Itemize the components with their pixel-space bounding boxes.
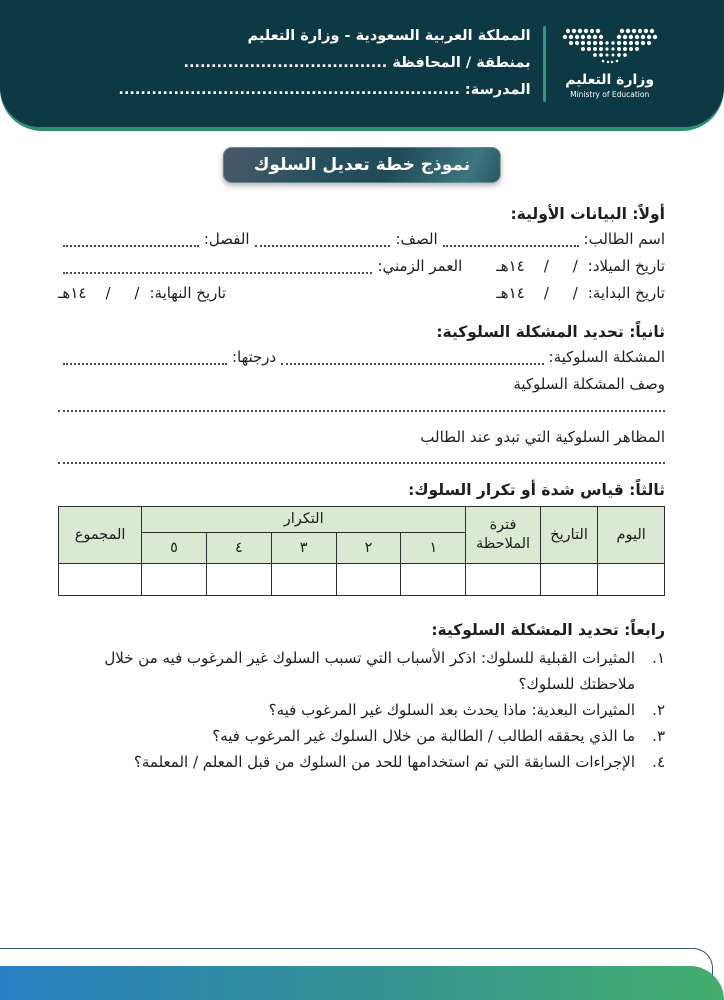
manifestations-blank-line (58, 462, 665, 464)
form-content (58, 196, 665, 775)
grade-label: الصف: (395, 230, 438, 248)
class-label: الفصل: (203, 230, 250, 248)
start-end-row (58, 280, 665, 307)
total-cell (59, 564, 142, 596)
col-day-header: اليوم (598, 507, 665, 564)
count-4-header: ٤ (206, 533, 271, 564)
end-date-label: تاريخ النهاية: (149, 284, 227, 302)
count-1-header: ١ (401, 533, 466, 564)
end-date-pair (58, 280, 226, 307)
day-cell (598, 564, 665, 596)
student-info-row (58, 226, 665, 253)
list-item (58, 697, 665, 723)
form-title-banner: نموذج خطة تعديل السلوك (223, 147, 501, 183)
student-name-label: اسم الطالب: (583, 230, 665, 248)
question-list (58, 645, 665, 775)
description-row (58, 371, 665, 398)
footer-gradient-bar (0, 966, 724, 1000)
count-5-header: ٥ (142, 533, 207, 564)
start-date-pair (496, 280, 665, 307)
header-group (118, 23, 661, 104)
start-date-label: تاريخ البداية: (587, 284, 665, 302)
count-2-cell (336, 564, 401, 596)
item-number: ٤. (652, 753, 665, 771)
observation-period-cell (466, 564, 541, 596)
end-date-slots: / / ١٤هـ (58, 284, 140, 302)
header-band (0, 0, 724, 127)
count-1-cell (401, 564, 466, 596)
section1-heading: أولاً: البيانات الأولية: (510, 205, 665, 223)
item-text: ما الذي يحققه الطالب / الطالبة من خلال السلوك غير المرغوب فيه؟ (212, 727, 635, 745)
item-text: المثيرات القبلية للسلوك: اذكر الأسباب التي تسبب السلوك غير المرغوب فيه من خلال ملاحظتك للسلوك؟ (104, 649, 635, 693)
birth-age-row (58, 253, 665, 280)
region-line: بمنطقة / المحافظة ..................................... (183, 55, 531, 71)
student-name-blank (443, 245, 579, 247)
col-date-header: التاريخ (540, 507, 598, 564)
manifestations-row (58, 424, 665, 451)
class-blank (63, 245, 199, 247)
ministry-logo-dots-icon (562, 28, 658, 70)
header-divider (543, 26, 546, 102)
section4-heading: رابعاً: تحديد المشكلة السلوكية: (431, 621, 665, 639)
item-number: ٢. (652, 701, 665, 719)
manifestations-label: المظاهر السلوكية التي تبدو عند الطالب (420, 428, 665, 446)
problem-degree-row (58, 344, 665, 371)
problem-label: المشكلة السلوكية: (548, 348, 665, 366)
school-line: المدرسة: .............................................................. (118, 82, 531, 98)
item-text: المثيرات البعدية: ماذا يحدث بعد السلوك غير المرغوب فيه؟ (268, 701, 635, 719)
col-observation-period-header: فترة الملاحظة (466, 507, 541, 564)
count-3-cell (271, 564, 336, 596)
date-cell (540, 564, 598, 596)
count-5-cell (142, 564, 207, 596)
age-label: العمر الزمني: (377, 257, 463, 275)
ministry-logo (558, 28, 662, 99)
description-label: وصف المشكلة السلوكية (513, 375, 665, 393)
count-3-header: ٣ (271, 533, 336, 564)
list-item (58, 749, 665, 775)
table-row (59, 564, 665, 596)
ministry-logo-english-text: Ministry of Education (570, 90, 650, 99)
start-date-slots: / / ١٤هـ (496, 284, 578, 302)
birth-date-slots: / / ١٤هـ (496, 257, 578, 275)
age-blank (63, 272, 372, 274)
item-number: ١. (652, 649, 665, 667)
col-total-header: المجموع (59, 507, 142, 564)
birth-date-label: تاريخ الميلاد: (587, 257, 665, 275)
item-number: ٣. (652, 727, 665, 745)
kingdom-ministry-line: المملكة العربية السعودية - وزارة التعليم (247, 28, 531, 44)
ministry-logo-arabic-text: وزارة التعليم (565, 72, 655, 88)
degree-label: درجتها: (231, 348, 277, 366)
col-repetition-header: التكرار (142, 507, 466, 533)
section3-heading: ثالثاً: قياس شدة أو تكرار السلوك: (408, 481, 665, 499)
list-item (58, 645, 665, 697)
header-text-block (118, 23, 530, 104)
problem-blank (281, 363, 543, 365)
description-blank-line (58, 410, 665, 412)
section2-heading: ثانياً: تحديد المشكلة السلوكية: (436, 323, 665, 341)
count-2-header: ٢ (336, 533, 401, 564)
list-item (58, 723, 665, 749)
frequency-table (58, 506, 665, 596)
grade-blank (255, 245, 391, 247)
degree-blank (63, 363, 227, 365)
item-text: الإجراءات السابقة التي تم استخدامها للحد من السلوك من قبل المعلم / المعلمة؟ (133, 753, 635, 771)
count-4-cell (206, 564, 271, 596)
